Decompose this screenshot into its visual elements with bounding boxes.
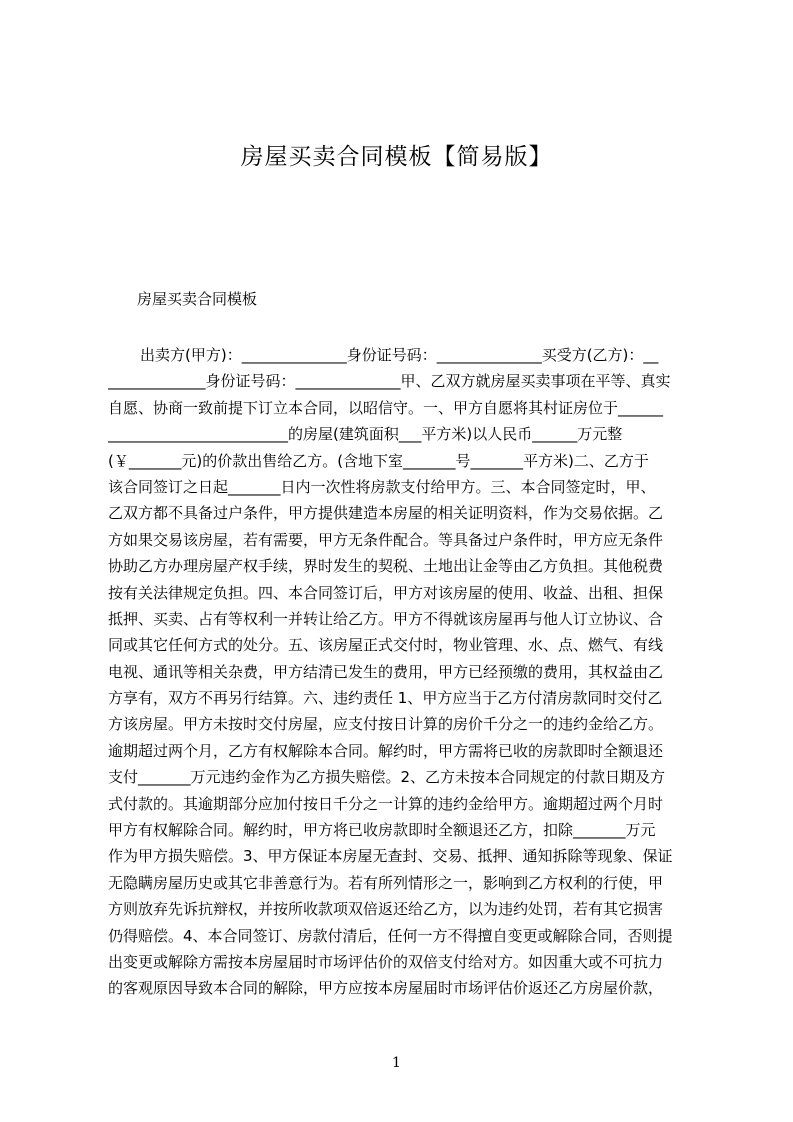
contract-line: ________________________的房屋(建筑面积___平方米)以人民币______万元整: [108, 425, 623, 444]
contract-line: 式付款的。其逾期部分应加付按日千分之一计算的违约金给甲方。逾期超过两个月时: [108, 794, 664, 813]
contract-line: 无隐瞒房屋历史或其它非善意行为。若有所列情形之一，影响到乙方权利的行使，甲: [108, 873, 664, 892]
contract-line: 方该房屋。甲方未按时交付房屋，应支付按日计算的房价千分之一的违约金给乙方。: [108, 715, 664, 734]
contract-line: 方如果交易该房屋，若有需要，甲方无条件配合。等具备过户条件时，甲方应无条件: [108, 530, 664, 549]
contract-line: 自愿、协商一致前提下订立本合同，以昭信守。一、甲方自愿将其村证房位于______: [108, 398, 664, 417]
contract-line: 甲方有权解除合同。解约时，甲方将已收房款即时全额退还乙方，扣除_______万元: [108, 821, 656, 840]
contract-line: 抵押、买卖、占有等权利一并转让给乙方。甲方不得就该房屋再与他人订立协议、合: [108, 609, 664, 628]
contract-line: 乙双方都不具备过户条件，甲方提供建造本房屋的相关证明资料，作为交易依据。乙: [108, 504, 664, 523]
contract-line: 该合同签订之日起_______日内一次性将房款支付给甲方。三、本合同签定时，甲、: [108, 477, 656, 496]
contract-line: 同或其它任何方式的处分。五、该房屋正式交付时，物业管理、水、点、燃气、有线: [108, 636, 664, 655]
contract-line: 作为甲方损失赔偿。3、甲方保证本房屋无查封、交易、抵押、通知拆除等现象、保证: [108, 847, 673, 866]
contract-line: 按有关法律规定负担。四、本合同签订后，甲方对该房屋的使用、收益、出租、担保: [108, 583, 664, 602]
page-number: 1: [392, 1055, 401, 1071]
document-subtitle: 房屋买卖合同模板: [137, 290, 258, 308]
contract-line: (￥_______元)的价款出售给乙方。(含地下室_______号_______平方米)二、乙方于: [108, 451, 649, 470]
contract-line: 的客观原因导致本合同的解除，甲方应按本房屋届时市场评估价返还乙方房屋价款，: [108, 979, 664, 998]
contract-line: _____________身份证号码：______________甲、乙双方就房屋买卖事项在平等、真实: [108, 372, 671, 391]
contract-line: 方享有，双方不再另行结算。六、违约责任 1、甲方应当于乙方付清房款同时交付乙: [108, 689, 663, 708]
document-title: 房屋买卖合同模板【简易版】: [240, 144, 553, 170]
contract-line: 出卖方(甲方)：______________身份证号码：______________买受方(乙方)：__: [140, 346, 659, 364]
contract-line: 仍得赔偿。4、本合同签订、房款付清后，任何一方不得擅自变更或解除合同，否则提: [108, 926, 673, 945]
contract-line: 支付_______万元违约金作为乙方损失赔偿。2、乙方未按本合同规定的付款日期及方: [108, 768, 666, 787]
contract-body: [108, 342, 698, 1002]
contract-line: 电视、通讯等相关杂费，甲方结清已发生的费用，甲方已经预缴的费用，其权益由乙: [108, 662, 664, 681]
contract-line: 方则放弃先诉抗辩权，并按所收款项双倍返还给乙方，以为违约处罚，若有其它损害: [108, 900, 664, 919]
contract-line: 协助乙方办理房屋产权手续，界时发生的契税、土地出让金等由乙方负担。其他税费: [108, 557, 664, 576]
contract-line: 出变更或解除方需按本房屋届时市场评估价的双倍支付给对方。如因重大或不可抗力: [108, 952, 664, 971]
contract-line: 逾期超过两个月，乙方有权解除本合同。解约时，甲方需将已收的房款即时全额退还: [108, 741, 664, 760]
